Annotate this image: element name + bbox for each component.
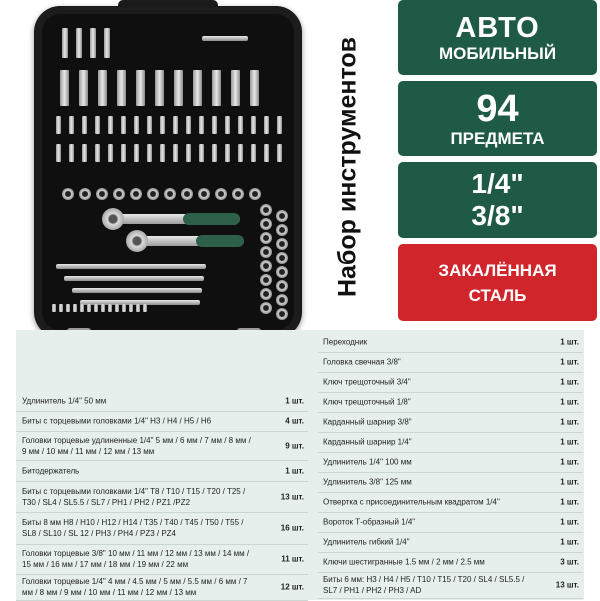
item-name: Головки торцевые удлиненные 1/4" 5 мм / 6 мм / 7 мм / 8 мм / 9 мм / 10 мм / 11 мм / 12 мм / 13 мм [22,435,251,456]
table-row [16,391,308,412]
bit [69,116,74,134]
table-row [318,492,583,513]
table-row [318,532,583,553]
table-row [318,372,583,393]
item-name: Удлинитель 3/8" 125 мм [323,477,412,487]
socket [181,188,193,200]
bit [69,144,74,162]
item-qty: 11 шт. [281,554,304,564]
badge-auto-subtitle: МОБИЛЬНЫЙ [438,43,557,63]
item-name: Биты с торцевыми головками 1/4" H3 / H4 / H5 / H6 [22,416,212,426]
extension-bar [72,288,202,293]
bit [186,144,191,162]
socket [130,188,142,200]
table-row [318,412,583,433]
item-name: Биты с торцевыми головками 1/4" T8 / T10 / T15 / T20 / T25 / T30 / SL4 / SL5.5 / SL7 / PH1 / PH2 / PZ1 /PZ2 [22,486,246,507]
bit [115,304,119,312]
deep-socket [155,70,164,106]
table-row [318,552,583,573]
item-qty: 1 шт. [560,477,579,487]
page-title: Набор инструментов [333,36,362,298]
item-qty: 1 шт. [560,517,579,527]
table-row [16,411,308,432]
item-qty: 1 шт. [560,337,579,347]
bit [121,116,126,134]
item-qty: 13 шт. [555,580,579,590]
badge-count-number: 94 [476,87,519,130]
bit [277,116,282,134]
bit [136,304,140,312]
table-row [318,572,583,599]
bit [80,304,84,312]
item-name: Ключ трещоточный 3/4" [323,377,411,387]
item-name: Головки торцевые 1/4" 4 мм / 4.5 мм / 5 мм / 5.5 мм / 6 мм / 7 мм / 8 мм / 9 мм / 10 мм / 11 мм / 12 мм / 13 мм [22,577,248,597]
item-qty: 1 шт. [285,396,304,406]
table-row [16,574,308,601]
item-qty: 1 шт. [560,497,579,507]
socket [198,188,210,200]
item-name: Удлинитель гибкий 1/4" [323,537,410,547]
bit [143,304,147,312]
bit [173,144,178,162]
table-row [16,544,308,575]
bit [199,144,204,162]
table-row [318,512,583,533]
table-row [16,512,308,545]
bit [104,28,110,58]
deep-socket [98,70,107,106]
ratchet-wrench [134,236,244,246]
socket [96,188,108,200]
socket [79,188,91,200]
bit [82,144,87,162]
socket [260,302,272,314]
case-tray [42,14,294,330]
bit [94,304,98,312]
extension-bar [56,264,206,269]
socket [147,188,159,200]
bit [212,116,217,134]
deep-socket [174,70,183,106]
bit [173,116,178,134]
socket [260,218,272,230]
socket [276,238,288,250]
socket [249,188,261,200]
bit-holder [202,36,248,41]
item-qty: 9 шт. [285,441,304,450]
item-qty: 1 шт. [560,397,579,407]
item-name: Битодержатель [22,466,80,475]
bit [251,116,256,134]
badge-auto-title: АВТО [455,11,540,44]
bit [238,116,243,134]
bit [147,144,152,162]
bit [90,28,96,58]
item-name: Головка свечная 3/8" [323,357,401,367]
table-row [318,392,583,413]
deep-socket [136,70,145,106]
deep-socket [60,70,69,106]
item-qty: 16 шт. [280,523,304,533]
item-qty: 1 шт. [285,466,304,475]
item-qty: 13 шт. [280,492,304,501]
bit [76,28,82,58]
bit [199,116,204,134]
socket [260,288,272,300]
socket [276,210,288,222]
socket [215,188,227,200]
table-row [318,432,583,453]
bit [134,116,139,134]
bit [186,116,191,134]
bit [56,116,61,134]
item-qty: 12 шт. [280,582,304,592]
bit [160,116,165,134]
bit [95,144,100,162]
socket [276,252,288,264]
tool-case [34,6,302,338]
item-name: Биты 6 мм: H3 / H4 / H5 / T10 / T15 / T20 / SL4 / SL5.5 / SL7 / PH1 / PH2 / PH3 / AD [323,575,525,595]
badge-count [398,81,597,156]
bit [238,144,243,162]
bit [121,144,126,162]
item-name: Карданный шарнир 1/4" [323,437,412,447]
table-row [318,352,583,373]
ratchet-wrench [110,214,240,224]
bit [129,304,133,312]
socket [276,294,288,306]
item-name: Удлинитель 1/4" 100 мм [323,457,412,467]
table-row [318,472,583,493]
badge-size-1: 1/4" [471,168,524,199]
item-name: Переходник [323,337,368,347]
extension-bar [80,300,200,305]
extension-bar [64,276,204,281]
socket [232,188,244,200]
bit [225,144,230,162]
bit [264,144,269,162]
bit [59,304,63,312]
bit [62,28,68,58]
item-qty: 1 шт. [560,357,579,367]
item-name: Карданный шарнир 3/8" [323,417,412,427]
item-qty: 1 шт. [560,377,579,387]
deep-socket [212,70,221,106]
bit [225,116,230,134]
badge-count-label: ПРЕДМЕТА [450,128,545,148]
item-name: Вороток Т-образный 1/4" [323,517,416,527]
deep-socket [193,70,202,106]
item-name: Удлинитель 1/4" 50 мм [22,396,107,406]
bit [52,304,56,312]
item-name: Биты 8 мм H8 / H10 / H12 / H14 / T35 / T40 / T45 / T50 / T55 / SL8 / SL10 / SL 12 / PH3 / PH4 / PZ3 / PZ4 [22,518,244,538]
table-row [16,431,308,461]
item-name: Отвертка с присоединительным квадратом 1/4" [323,497,500,507]
deep-socket [231,70,240,106]
bit [82,116,87,134]
socket [62,188,74,200]
bit [134,144,139,162]
badge-sizes [398,162,597,238]
bit [108,144,113,162]
socket [260,246,272,258]
table-row [318,332,583,353]
bit [73,304,77,312]
socket [276,266,288,278]
item-name: Ключи шестигранные 1.5 мм / 2 мм / 2.5 мм [323,557,485,567]
socket [276,280,288,292]
socket [260,260,272,272]
socket [276,224,288,236]
item-qty: 3 шт. [560,557,579,567]
socket [260,204,272,216]
bit [108,116,113,134]
bit [66,304,70,312]
deep-socket [117,70,126,106]
socket [260,274,272,286]
bit [87,304,91,312]
bit [160,144,165,162]
badge-auto [398,0,597,75]
item-name: Головки торцевые 3/8" 10 мм / 11 мм / 12 мм / 13 мм / 14 мм / 15 мм / 16 мм / 17 мм / 18 мм / 19 мм / 22 мм [22,549,250,569]
bit [251,144,256,162]
bit [101,304,105,312]
bit [122,304,126,312]
bit [212,144,217,162]
item-qty: 1 шт. [560,417,579,427]
bit [108,304,112,312]
item-name: Ключ трещоточный 1/8" [323,397,411,407]
bit [147,116,152,134]
socket [113,188,125,200]
vertical-title [300,0,396,334]
item-qty: 1 шт. [560,457,579,467]
badge-size-2: 3/8" [471,200,524,231]
bit [264,116,269,134]
badge-steel [398,244,597,321]
bit [56,144,61,162]
item-qty: 1 шт. [560,537,579,547]
bit [95,116,100,134]
deep-socket [250,70,259,106]
item-qty: 1 шт. [560,437,579,447]
table-row [318,452,583,473]
socket [260,232,272,244]
socket [164,188,176,200]
item-qty: 4 шт. [285,416,304,426]
badge-steel-line1: ЗАКАЛЁННАЯ [438,260,557,280]
deep-socket [79,70,88,106]
table-row [16,460,308,482]
table-row [16,481,308,513]
badge-steel-line2: СТАЛЬ [468,285,527,305]
bit [277,144,282,162]
socket [276,308,288,320]
